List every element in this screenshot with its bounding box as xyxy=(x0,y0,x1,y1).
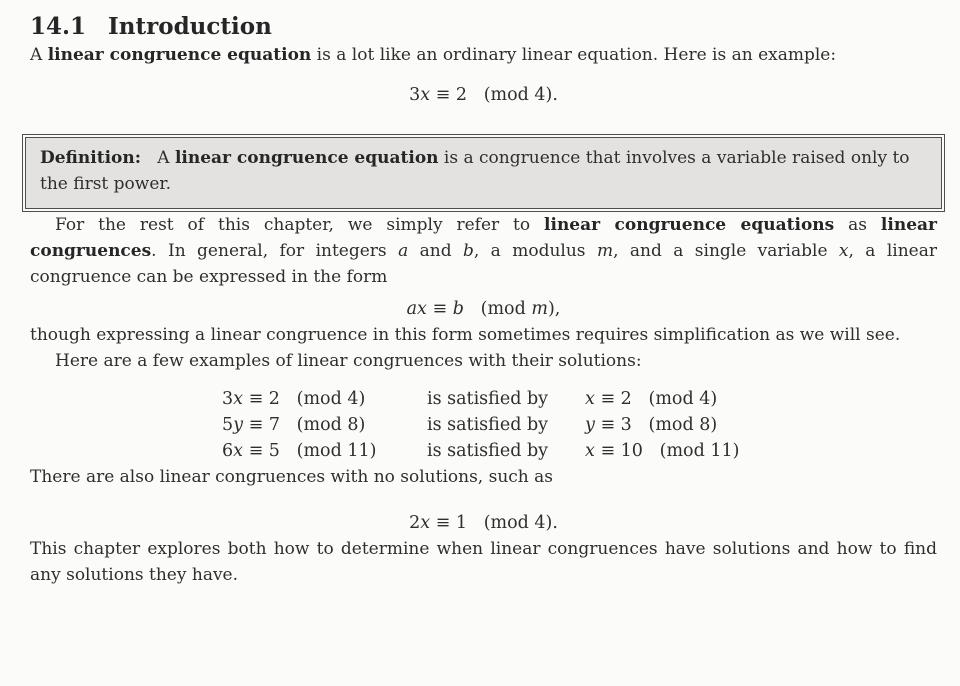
satisfied-by-label: is satisfied by xyxy=(427,389,549,409)
text-segment: ≡ 5 (mod 11) xyxy=(243,441,377,461)
text-segment: is a congruence that involves a variable raised only to the first power. xyxy=(40,148,910,194)
example-equation-solution xyxy=(585,438,937,464)
text-segment: There are also linear congruences with no solutions, such as xyxy=(30,467,554,487)
example-equation-lhs xyxy=(222,412,427,438)
text-segment: , a modulus xyxy=(473,241,597,261)
equation-text xyxy=(409,85,558,105)
text-segment: ≡ 2 (mod 4) xyxy=(594,389,718,409)
text-segment: A xyxy=(141,148,175,168)
text-segment: x xyxy=(420,85,431,105)
example-equation-solution xyxy=(585,412,937,438)
text-segment: 3 xyxy=(222,389,234,409)
text-segment: x xyxy=(585,389,595,409)
text-segment: linear congruences xyxy=(30,215,937,261)
text-segment: ≡ 2 (mod 4) xyxy=(243,389,366,409)
text-segment: m xyxy=(596,241,614,261)
paragraph-though xyxy=(30,322,937,348)
text-segment: ≡ 1 (mod 4). xyxy=(430,513,558,533)
text-segment: A xyxy=(30,45,48,65)
paragraph-closing xyxy=(30,536,937,588)
section-title: Introduction xyxy=(108,13,272,40)
text-segment: Here are a few examples of linear congruences with their solutions: xyxy=(55,351,642,371)
text-segment: as xyxy=(834,215,881,235)
section-heading xyxy=(30,12,937,42)
text-segment: 6 xyxy=(222,441,234,461)
text-segment: , and a single variable xyxy=(613,241,839,261)
definition-box xyxy=(22,134,945,212)
text-segment: b xyxy=(452,299,464,319)
text-segment: x xyxy=(838,241,849,261)
text-segment: , a linear congruence can be expressed in the form xyxy=(30,241,937,287)
paragraph-general-form xyxy=(30,212,937,290)
section-number: 14.1 xyxy=(30,13,87,40)
example-equation-lhs xyxy=(222,438,427,464)
display-equation-general xyxy=(30,296,937,322)
text-segment: ax xyxy=(406,299,427,319)
satisfied-by-label: is satisfied by xyxy=(427,415,549,435)
satisfied-by-label: is satisfied by xyxy=(427,441,549,461)
text-segment: 3 xyxy=(409,85,421,105)
text-segment: . In general, for integers xyxy=(151,241,399,261)
display-equation-no-solution xyxy=(30,510,937,536)
display-equation-example xyxy=(30,82,937,108)
paragraph-examples-lead-in xyxy=(30,348,937,374)
equation-text xyxy=(407,299,561,319)
definition-box-inner xyxy=(25,137,942,209)
text-segment: and xyxy=(408,241,463,261)
text-segment: ≡ 10 (mod 11) xyxy=(594,441,740,461)
paragraph-intro xyxy=(30,42,937,68)
text-segment: though expressing a linear congruence in this form sometimes requires simplification as we will see. xyxy=(30,325,901,345)
equation-text xyxy=(409,513,558,533)
text-segment: 2 xyxy=(409,513,421,533)
example-equation-lhs xyxy=(222,386,427,412)
text-segment: b xyxy=(462,241,474,261)
text-segment: linear congruence equation xyxy=(47,45,312,65)
text-segment: For the rest of this chapter, we simply refer to xyxy=(55,215,545,235)
examples-table xyxy=(222,386,937,464)
text-segment: x xyxy=(233,389,244,409)
text-segment: a xyxy=(398,241,409,261)
text-segment: ≡ 3 (mod 8) xyxy=(594,415,718,435)
text-segment: 5 xyxy=(222,415,234,435)
text-segment: linear congruence equation xyxy=(174,148,439,168)
example-equation-solution xyxy=(585,386,937,412)
text-segment: ≡ 7 (mod 8) xyxy=(243,415,366,435)
text-segment: x xyxy=(233,441,244,461)
text-segment: ≡ 2 (mod 4). xyxy=(430,85,558,105)
text-segment: y xyxy=(233,415,244,435)
text-segment: ≡ xyxy=(426,299,453,319)
definition-text xyxy=(40,148,910,194)
text-segment: y xyxy=(585,415,595,435)
text-segment: Definition: xyxy=(40,148,142,168)
text-segment: linear congruence equations xyxy=(544,215,835,235)
text-segment: x xyxy=(420,513,431,533)
text-segment: ), xyxy=(547,299,561,319)
text-segment: This chapter explores both how to determine when linear congruences have solutions and how to find any solutions they have. xyxy=(30,539,937,585)
text-segment: x xyxy=(585,441,595,461)
text-segment: (mod xyxy=(463,299,532,319)
paragraph-no-solutions xyxy=(30,464,937,490)
text-segment: is a lot like an ordinary linear equation. Here is an example: xyxy=(311,45,837,65)
text-segment: m xyxy=(531,299,548,319)
